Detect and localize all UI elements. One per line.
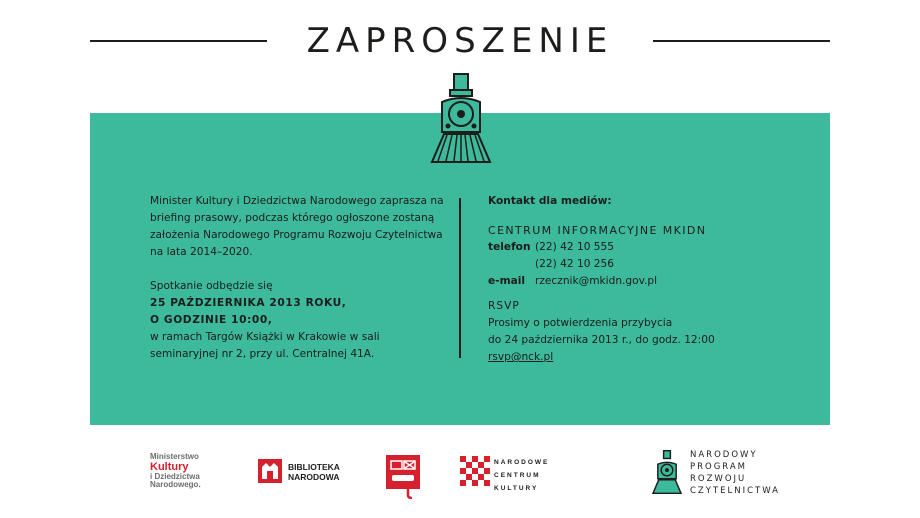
phone-number: (22) 42 10 555 (535, 241, 615, 253)
logo-text: Kultury (150, 460, 189, 473)
phone-number: (22) 42 10 256 (535, 258, 615, 270)
email-link[interactable]: rzecznik@mkidn.gov.pl (535, 275, 658, 287)
logo-text: Narodowego. (150, 480, 201, 489)
mkidn-logo (150, 453, 201, 490)
meeting-time: O GODZINIE 10:00, (150, 314, 273, 326)
phone-label: telefon (488, 241, 531, 253)
contact-heading: Kontakt dla mediów: (488, 195, 612, 207)
email-label: e-mail (488, 275, 526, 287)
meeting-date: 25 PAŹDZIERNIKA 2013 ROKU, (150, 297, 347, 309)
logo-text: NARODOWE (494, 459, 550, 466)
logo-text: i Dziedzictwa (150, 471, 200, 481)
location-line: w ramach Targów Książki w Krakowie w sali (150, 331, 380, 343)
locomotive-icon (652, 449, 682, 495)
bn-name (288, 462, 340, 482)
nck-logo (460, 456, 550, 492)
contact-details (488, 193, 818, 366)
nck-pattern-icon (460, 456, 490, 486)
intro-line: założenia Narodowego Programu Rozwoju Czytelnictwa (150, 229, 443, 241)
logo-text: NARODOWY (690, 450, 758, 460)
partner-logos (0, 440, 920, 518)
meeting-intro: Spotkanie odbędzie się (150, 280, 273, 292)
nprc-name (690, 449, 780, 497)
email-row (488, 273, 818, 290)
phone-row (488, 256, 818, 273)
logo-text: BIBLIOTEKA (288, 462, 340, 472)
nprc-logo (652, 449, 780, 499)
phone-row (488, 239, 818, 256)
locomotive-icon (430, 72, 492, 164)
intro-line: na lata 2014–2020. (150, 246, 253, 258)
logo-text: KULTURY (494, 485, 539, 492)
logo-text: CENTRUM (494, 472, 541, 479)
logo-text: PROGRAM (690, 462, 748, 472)
location-line: seminaryjnej nr 2, przy ul. Centralnej 41A. (150, 348, 375, 360)
logo-text: CZYTELNICTWA (690, 486, 780, 496)
rsvp-line: do 24 października 2013 r., do godz. 12:00 (488, 334, 715, 346)
intro-line: briefing prasowy, podczas którego ogłoszone zostaną (150, 212, 435, 224)
header-rule-left (90, 40, 267, 42)
bn-emblem-icon (258, 459, 282, 483)
logo-text: NARODOWA (288, 472, 340, 482)
contact-org: CENTRUM INFORMACYJNE MKIDN (488, 224, 707, 237)
book-fair-logo-icon (386, 455, 420, 499)
invitation-details (150, 193, 450, 363)
rsvp-email-link[interactable]: rsvp@nck.pl (488, 351, 554, 363)
rsvp-title: RSVP (488, 300, 520, 312)
biblioteka-narodowa-logo (258, 459, 340, 487)
column-divider (459, 198, 461, 358)
page-title: ZAPROSZENIE (306, 21, 614, 61)
header-rule-right (653, 40, 830, 42)
rsvp-line: Prosimy o potwierdzenia przybycia (488, 317, 673, 329)
nck-name (494, 456, 549, 495)
intro-line: Minister Kultury i Dziedzictwa Narodowego zaprasza na (150, 195, 444, 207)
logo-text: ROZWOJU (690, 474, 747, 484)
logo-text: Ministerstwo (150, 452, 199, 461)
